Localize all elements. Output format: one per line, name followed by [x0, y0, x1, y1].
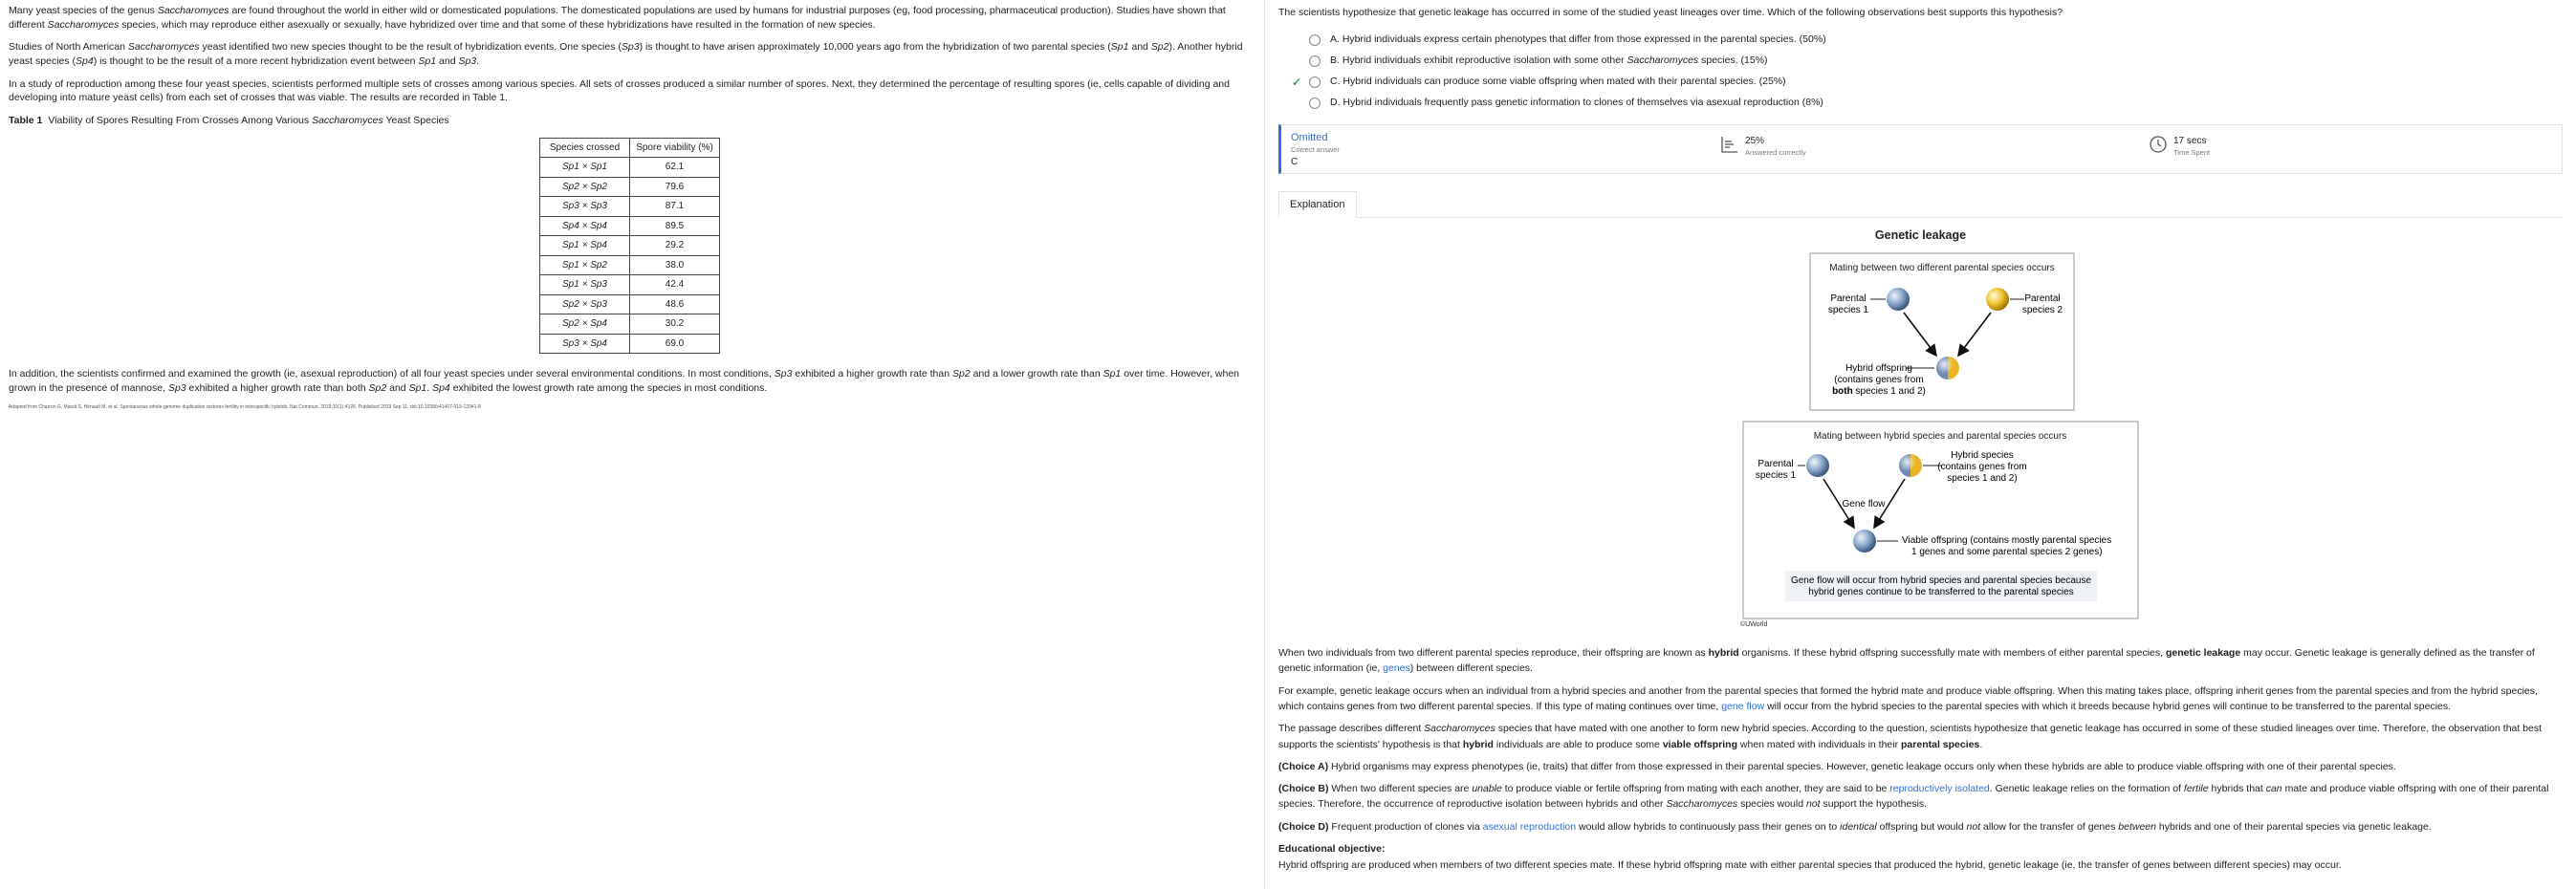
- table-cell: 48.6: [630, 294, 720, 314]
- table-row: [540, 158, 720, 178]
- table-cell: 62.1: [630, 158, 720, 178]
- answer-choice-b[interactable]: [1278, 51, 2563, 72]
- parental-2-label-line2: species 2: [2021, 305, 2063, 316]
- sphere-shine: [1936, 357, 1959, 379]
- table-cell: 29.2: [630, 236, 720, 256]
- b2-hybrid-label-line3: species 1 and 2): [1947, 473, 2018, 485]
- hybrid-offspring-label: Hybrid offspring: [1845, 363, 1912, 375]
- b2-parental-label-line2: species 1: [1755, 470, 1797, 482]
- b2-hybrid-label: Hybrid species: [1951, 450, 2014, 462]
- table-cell: Sp1 × Sp3: [540, 275, 630, 295]
- table-row: [540, 255, 720, 275]
- radio-button[interactable]: [1309, 55, 1321, 67]
- passage-paragraph-1: Many yeast species of the genus Saccharomyces are found throughout the world in either wild or domesticated populations. The domesticated populations are used by humans for industrial purposes (eg, food processing, pharmaceutical production). Studies have shown that different Saccharomyces species, which may reproduce either asexually or sexually, have hybridized over time and that some of these hybridizations have resulted in the formation of new species.: [9, 5, 1226, 31]
- time-value: 17 secs: [2173, 135, 2207, 146]
- table-cell: Sp2 × Sp3: [540, 294, 630, 314]
- table-cell: Sp4 × Sp4: [540, 216, 630, 236]
- choice-text: C. Hybrid individuals can produce some viable offspring when mated with their parental species. (25%): [1330, 76, 1786, 88]
- genetic-leakage-figure: [1278, 244, 2576, 645]
- table-row: [540, 177, 720, 197]
- table-cell: 30.2: [630, 314, 720, 335]
- genes-link[interactable]: genes: [1383, 662, 1410, 675]
- table-cell: Sp2 × Sp2: [540, 177, 630, 197]
- educational-objective-title: Educational objective:: [1278, 842, 1386, 855]
- asexual-reproduction-link[interactable]: asexual reproduction: [1482, 820, 1577, 833]
- explanation-choice-d: (Choice D) Frequent production of clones via asexual reproduction would allow hybrids to continuously pass their genes on to identical offspring but would not allow for the transfer of genes between hybrids and one of their parental species via genetic leakage.: [1278, 820, 2432, 833]
- sphere-shine: [1899, 454, 1922, 477]
- parental-1-label: Parental: [1830, 293, 1867, 305]
- question-pane: [1265, 0, 2576, 889]
- answer-choice-c[interactable]: [1278, 72, 2563, 93]
- explanation-paragraph-1: When two individuals from two different parental species reproduce, their offspring are known as hybrid organisms. If these hybrid offspring successfully mate with members of either parental species, genetic leakage may occur. Genetic leakage is generally defined as the transfer of genetic information (ie, genes) between different species.: [1278, 647, 2535, 675]
- passage-paragraph-4: In addition, the scientists confirmed and examined the growth (ie, asexual reproduction) of all four yeast species under several environmental conditions. In most conditions, Sp3 exhibited a higher growth rate than Sp2 and a lower growth rate than Sp1 over time. However, when grown in the presence of mannose, Sp3 exhibited a higher growth rate than both Sp2 and Sp1. Sp4 exhibited the lowest growth rate among the species in most conditions.: [9, 368, 1239, 394]
- box1-title: Mating between two different parental species occurs: [1829, 263, 2055, 274]
- parental-species-2-sphere: [1986, 288, 2009, 311]
- explanation-paragraph-3: The passage describes different Saccharomyces species that have mated with one another to form new hybrid species. According to the question, scientists hypothesize that genetic leakage has occurred in some of these studied lineages over time. Therefore, the observation that best supports the scientists' hypothesis is that hybrid individuals are able to produce some viable offspring when mated with individuals in their parental species.: [1278, 723, 2543, 750]
- clock-icon: [2149, 135, 2168, 154]
- answer-choice-d[interactable]: [1278, 93, 2563, 114]
- table-row: [540, 197, 720, 217]
- copyright: ©UWorld: [1740, 621, 1768, 629]
- b2-parental-label: Parental: [1757, 459, 1794, 470]
- table-header: Species crossed: [540, 138, 630, 158]
- radio-button[interactable]: [1309, 34, 1321, 46]
- gene-flow-label: Gene flow: [1842, 499, 1886, 510]
- choice-text: D. Hybrid individuals frequently pass genetic information to clones of themselves via asexual reproduction (8%): [1330, 97, 1823, 109]
- choice-text: B. Hybrid individuals exhibit reproductive isolation with some other Saccharomyces species. (15%): [1330, 54, 1768, 67]
- table-cell: Sp3 × Sp3: [540, 197, 630, 217]
- table-cell: 69.0: [630, 334, 720, 354]
- table-row: [540, 294, 720, 314]
- parental-species-1-sphere: [1887, 288, 1910, 311]
- correct-answer-label: Correct answer: [1291, 145, 1340, 155]
- genetic-leakage-diagram: [1278, 244, 2576, 645]
- choice-text: A. Hybrid individuals express certain phenotypes that differ from those expressed in the parental species. (50%): [1330, 33, 1826, 46]
- passage-paragraph-2: Studies of North American Saccharomyces yeast identified two new species thought to be the result of hybridization events. One species (Sp3) is thought to have arisen approximately 10,000 years ago from the hybridization of two parental species (Sp1 and Sp2). Another hybrid yeast species (Sp4) is thought to be the result of a more recent hybridization event between Sp1 and Sp3.: [9, 41, 1243, 68]
- tab-bar: [1278, 191, 2563, 218]
- table-cell: 87.1: [630, 197, 720, 217]
- table-title: Table 1 Viability of Spores Resulting From Crosses Among Various Saccharomyces Yeast Species: [9, 115, 449, 127]
- percent-value: 25%: [1745, 135, 1765, 146]
- passage-pane: [0, 0, 1264, 889]
- explanation-text: [1278, 645, 2565, 873]
- passage-paragraph-3: In a study of reproduction among these four yeast species, scientists performed multiple sets of crosses among various species. All sets of crosses produced a similar number of spores. Next, they determined the percentage of resulting spores (ie, cells capable of dividing and developing into mature yeast cells) from each set of crosses that was viable. The results are recorded in Table 1.: [9, 77, 1230, 104]
- radio-button[interactable]: [1309, 98, 1321, 109]
- table-row: [540, 236, 720, 256]
- educational-objective-text: Hybrid offspring are produced when members of two different species mate. If these hybrid offspring mate with either parental species that produced the hybrid, genetic leakage (ie, the transfer of genes between different species) may occur.: [1278, 859, 2342, 872]
- viable-offspring-label: Viable offspring (contains mostly parental species: [1902, 535, 2112, 547]
- table-cell: 38.0: [630, 255, 720, 275]
- answer-choice-a[interactable]: [1278, 30, 2563, 51]
- table-cell: 42.4: [630, 275, 720, 295]
- percent-correct-stat: [1720, 135, 1806, 159]
- status-label: Omitted: [1291, 131, 1328, 143]
- table-cell: Sp1 × Sp4: [540, 236, 630, 256]
- table-cell: Sp1 × Sp2: [540, 255, 630, 275]
- explanation-choice-a: (Choice A) Hybrid organisms may express phenotypes (ie, traits) that differ from those expressed in their parental species. However, genetic leakage occurs only when these hybrids are able to produce viable offspring with one of their parental species.: [1278, 760, 2396, 772]
- time-spent-stat: [2149, 135, 2210, 159]
- citation: Adapted from Charron G, Marsit S, Hénault M, et al. Spontaneous whole-genome duplication restores fertility in interspecific hybrids. Nat Commun. 2019;10(1):4126. Published 2019 Sep 11. doi:10.1038/s41467-019-12041-8: [9, 403, 481, 410]
- note-line-2: hybrid genes continue to be transferred to the parental species: [1808, 587, 2074, 598]
- spore-viability-table: [539, 138, 720, 355]
- percent-label: Answered correctly: [1745, 147, 1806, 157]
- figure-title: Genetic leakage: [1874, 228, 1967, 242]
- answer-stats-bar: [1278, 124, 2563, 174]
- table-header: Spore viability (%): [630, 138, 720, 158]
- table-cell: Sp3 × Sp4: [540, 334, 630, 354]
- table-row: [540, 216, 720, 236]
- box2-title: Mating between hybrid species and parental species occurs: [1813, 431, 2067, 443]
- parental-2-label: Parental: [2024, 293, 2061, 305]
- table-row: [540, 275, 720, 295]
- hybrid-offspring-label-line3: both species 1 and 2): [1832, 386, 1926, 398]
- omitted-status: [1291, 131, 1340, 169]
- checkmark-icon: ✓: [1292, 75, 1302, 89]
- parental-1-label-line2: species 1: [1827, 305, 1869, 316]
- table-row: [540, 314, 720, 335]
- table-row: [540, 334, 720, 354]
- hybrid-offspring-label-line2: (contains genes from: [1834, 375, 1924, 386]
- table-cell: 89.5: [630, 216, 720, 236]
- bar-chart-icon: [1720, 135, 1739, 154]
- b2-parental-species-sphere: [1806, 454, 1829, 477]
- correct-answer-value: C: [1291, 156, 1299, 167]
- reproductively-isolated-link[interactable]: reproductively isolated: [1889, 783, 1990, 795]
- explanation-paragraph-2: For example, genetic leakage occurs when an individual from a hybrid species and another from the parental species that formed the hybrid mate and produce viable offspring. When this mating takes place, offspring inherit genes from the parental species and from the hybrid species, which contains genes from two different parental species. If this type of mating continues over time, gene flow will occur from the hybrid species to the parental species with which it breeds because hybrid genes will continue to be transferred to the parental species.: [1278, 684, 2538, 712]
- table-cell: 79.6: [630, 177, 720, 197]
- gene-flow-link[interactable]: gene flow: [1721, 700, 1765, 712]
- viable-offspring-sphere: [1853, 530, 1876, 553]
- radio-button[interactable]: [1309, 76, 1321, 88]
- time-label: Time Spent: [2173, 147, 2211, 157]
- table-cell: Sp2 × Sp4: [540, 314, 630, 335]
- tab-explanation[interactable]: Explanation: [1278, 191, 1357, 218]
- b2-hybrid-label-line2: (contains genes from: [1937, 462, 2027, 473]
- viable-offspring-label-line2: 1 genes and some parental species 2 genes): [1911, 547, 2103, 558]
- question-stem: The scientists hypothesize that genetic leakage has occurred in some of the studied yeast lineages over time. Which of the following observations best supports this hypothesis?: [1278, 7, 2063, 18]
- table-cell: Sp1 × Sp1: [540, 158, 630, 178]
- explanation-choice-b: (Choice B) When two different species are unable to produce viable or fertile offspring from mating with each another, they are said to be reproductively isolated. Genetic leakage relies on the formation of fertile hybrids that can mate and produce viable offspring with one of their parental species. Therefore, the occurrence of reproductive isolation between hybrids and other Saccharomyces species would not support the hypothesis.: [1278, 783, 2549, 811]
- note-line-1: Gene flow will occur from hybrid species and parental species because: [1790, 575, 2092, 587]
